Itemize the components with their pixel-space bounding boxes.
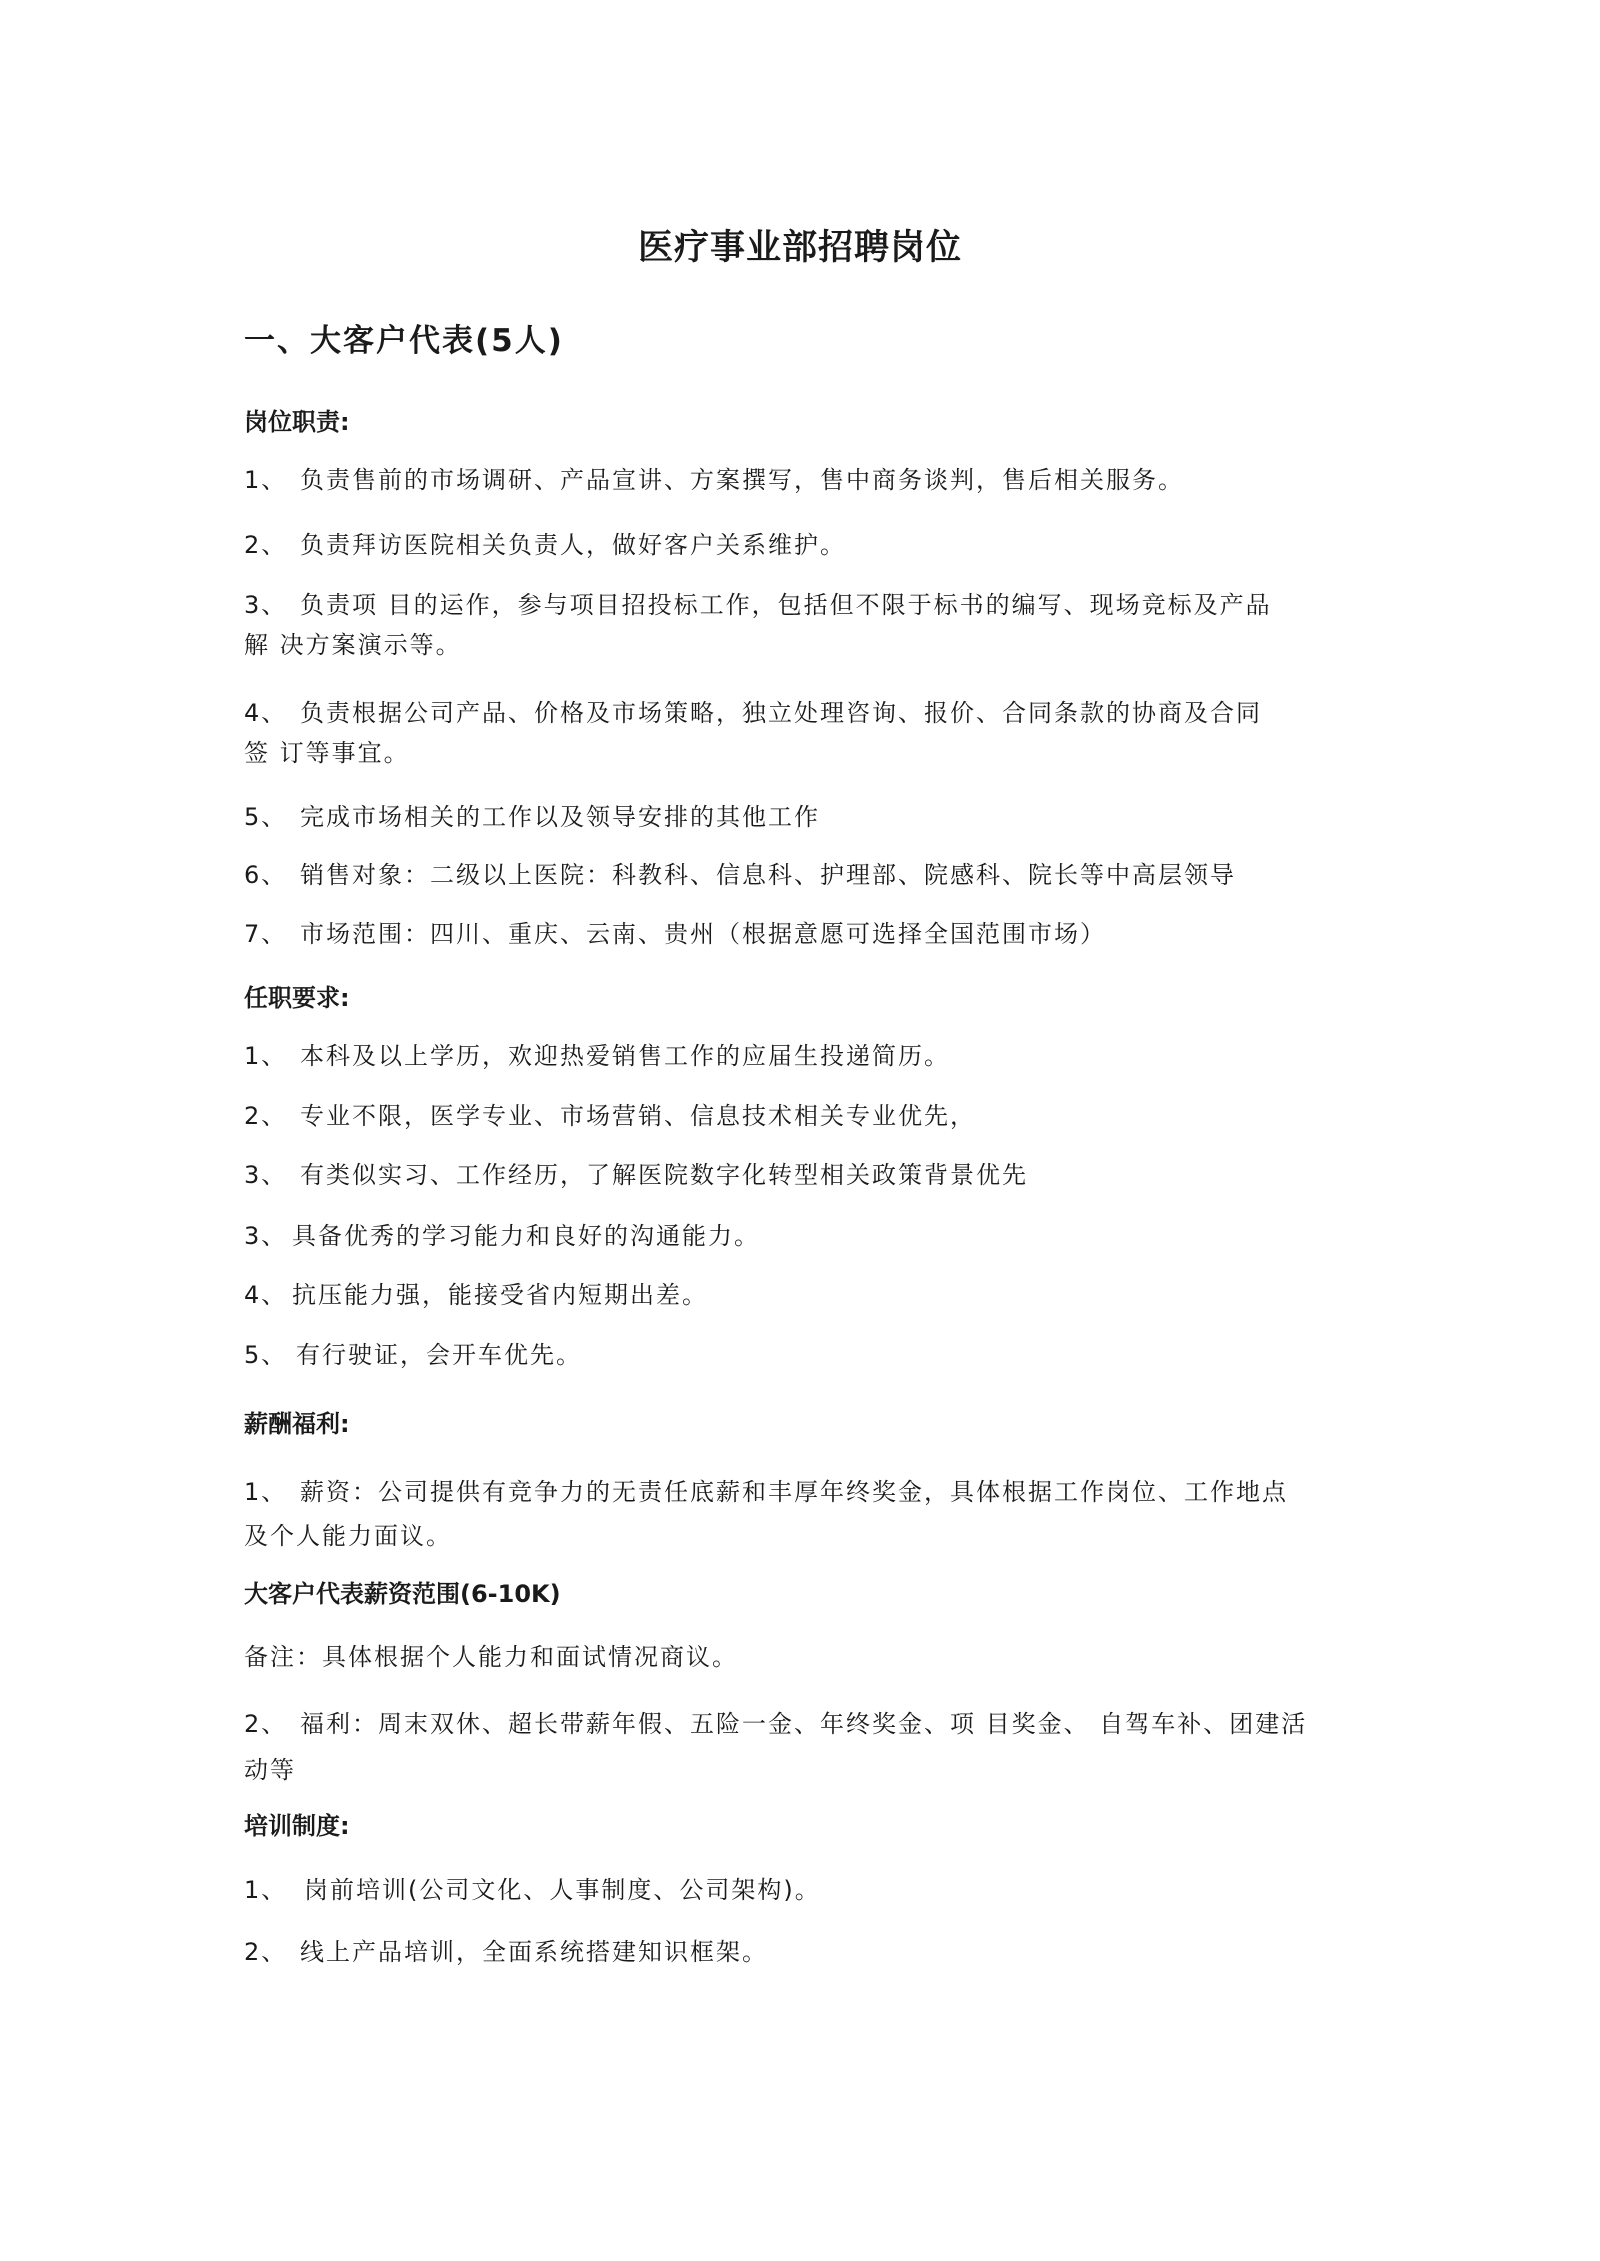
duty-text-continued: 解 决方案演示等。 — [244, 631, 462, 659]
requirement-item-2 — [244, 1096, 1364, 1136]
requirement-number: 5、 — [244, 1341, 288, 1369]
salary-range: 大客户代表薪资范围(6-10K) — [244, 1580, 561, 1608]
duty-item-4 — [244, 693, 1364, 773]
section-heading: 一、大客户代表(5人) — [244, 323, 564, 359]
training-item-1 — [244, 1870, 1364, 1910]
duty-item-3 — [244, 585, 1364, 665]
welfare-text-continued: 动等 — [244, 1756, 296, 1784]
duty-text: 市场范围：四川、重庆、云南、贵州（根据意愿可选择全国范围市场） — [300, 920, 1106, 948]
requirement-number: 1、 — [244, 1042, 288, 1070]
salary-note — [244, 1637, 1364, 1677]
duty-number: 7、 — [244, 920, 288, 948]
note-text: 备注：具体根据个人能力和面试情况商议。 — [244, 1643, 738, 1671]
duty-number: 3、 — [244, 591, 288, 619]
duty-text-continued: 签 订等事宜。 — [244, 739, 410, 767]
benefits-heading: 薪酬福利: — [244, 1410, 350, 1438]
duty-item-2 — [244, 525, 1364, 565]
requirement-text: 本科及以上学历，欢迎热爱销售工作的应届生投递简历。 — [300, 1042, 950, 1070]
duty-text: 负责拜访医院相关负责人，做好客户关系维护。 — [300, 531, 846, 559]
duty-text: 完成市场相关的工作以及领导安排的其他工作 — [300, 803, 820, 831]
salary-text: 薪资：公司提供有竞争力的无责任底薪和丰厚年终奖金，具体根据工作岗位、工作地点 — [300, 1478, 1288, 1506]
training-number: 1、 — [244, 1876, 288, 1904]
duty-item-7 — [244, 914, 1364, 954]
requirement-item-5 — [244, 1275, 1364, 1315]
welfare-number: 2、 — [244, 1710, 288, 1738]
duty-text: 负责根据公司产品、价格及市场策略，独立处理咨询、报价、合同条款的协商及合同 — [300, 699, 1262, 727]
welfare-item — [244, 1704, 1364, 1790]
page-title: 医疗事业部招聘岗位 — [637, 228, 962, 268]
duty-text: 销售对象：二级以上医院：科教科、信息科、护理部、院感科、院长等中高层领导 — [300, 861, 1236, 889]
requirement-item-6 — [244, 1335, 1364, 1375]
requirement-text: 有类似实习、工作经历，了解医院数字化转型相关政策背景优先 — [300, 1161, 1028, 1189]
training-text: 线上产品培训，全面系统搭建知识框架。 — [300, 1938, 768, 1966]
duty-item-6 — [244, 855, 1364, 895]
salary-number: 1、 — [244, 1478, 288, 1506]
requirement-number: 4、 — [244, 1281, 288, 1309]
training-item-2 — [244, 1932, 1364, 1972]
training-heading: 培训制度: — [244, 1812, 350, 1840]
duty-number: 2、 — [244, 531, 288, 559]
duty-number: 6、 — [244, 861, 288, 889]
requirement-number: 3、 — [244, 1161, 288, 1189]
requirement-item-3 — [244, 1155, 1364, 1195]
requirement-text: 专业不限，医学专业、市场营销、信息技术相关专业优先， — [300, 1102, 976, 1130]
requirements-heading: 任职要求: — [244, 984, 350, 1012]
requirement-item-1 — [244, 1036, 1364, 1076]
salary-item — [244, 1472, 1364, 1556]
duties-heading: 岗位职责: — [244, 408, 350, 436]
training-text: 岗前培训(公司文化、人事制度、公司架构)。 — [304, 1876, 821, 1904]
requirement-text: 有行驶证，会开车优先。 — [296, 1341, 582, 1369]
duty-number: 5、 — [244, 803, 288, 831]
requirement-text: 具备优秀的学习能力和良好的沟通能力。 — [292, 1222, 760, 1250]
requirement-item-4 — [244, 1216, 1364, 1256]
requirement-number: 3、 — [244, 1222, 288, 1250]
welfare-text: 福利：周末双休、超长带薪年假、五险一金、年终奖金、项 目奖金、 自驾车补、团建活 — [300, 1710, 1308, 1738]
requirement-text: 抗压能力强，能接受省内短期出差。 — [292, 1281, 708, 1309]
duty-number: 1、 — [244, 466, 288, 494]
requirement-number: 2、 — [244, 1102, 288, 1130]
duty-number: 4、 — [244, 699, 288, 727]
training-number: 2、 — [244, 1938, 288, 1966]
duty-item-5 — [244, 797, 1364, 837]
duty-text: 负责项 目的运作，参与项目招投标工作，包括但不限于标书的编写、现场竞标及产品 — [300, 591, 1272, 619]
salary-text-continued: 及个人能力面议。 — [244, 1522, 452, 1550]
duty-text: 负责售前的市场调研、产品宣讲、方案撰写，售中商务谈判，售后相关服务。 — [300, 466, 1184, 494]
duty-item-1 — [244, 460, 1364, 500]
